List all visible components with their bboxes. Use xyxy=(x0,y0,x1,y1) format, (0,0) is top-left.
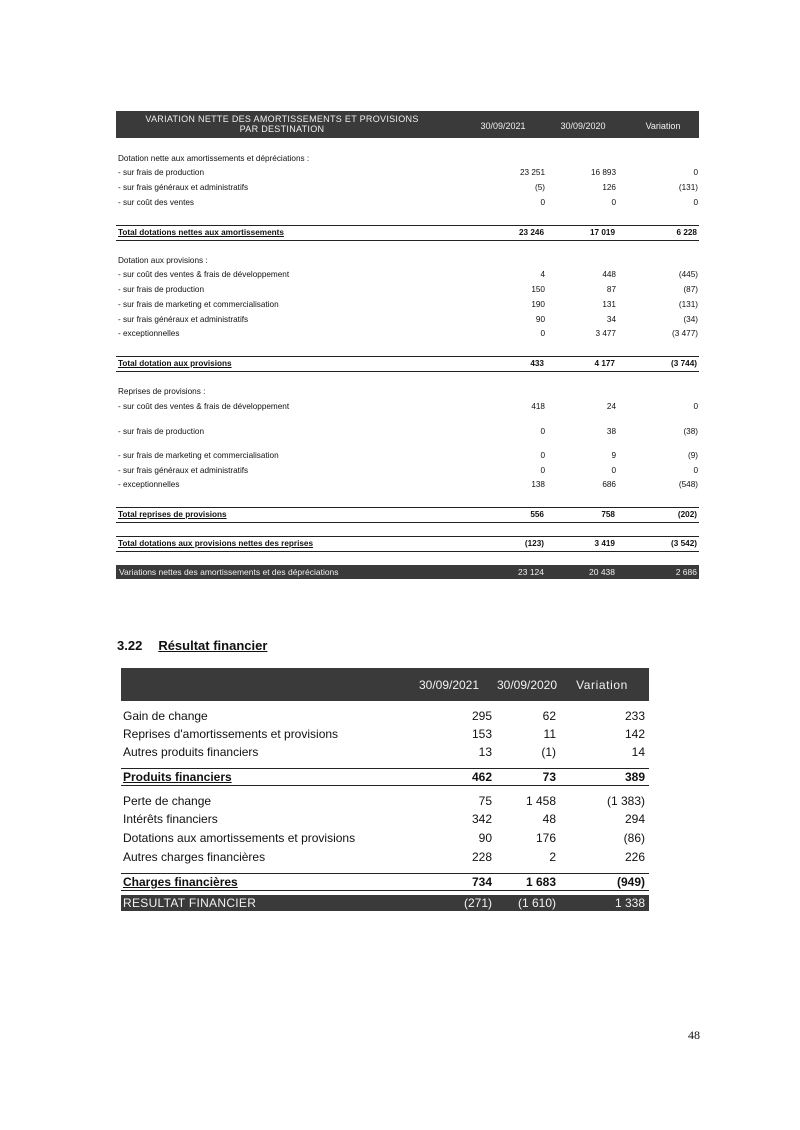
row-value-2021: 0 xyxy=(540,451,545,460)
row-label: - sur coût des ventes & frais de développement xyxy=(118,270,290,279)
row-value-variation: (38) xyxy=(683,427,698,436)
total-value-2020: 4 177 xyxy=(594,359,615,368)
row-value-2021: 90 xyxy=(535,315,545,324)
total-value-2021: (123) xyxy=(524,539,544,548)
row-value-2020: 126 xyxy=(602,183,616,192)
table-row xyxy=(118,168,698,181)
total-label: Total dotations aux provisions nettes des reprises xyxy=(118,539,314,548)
total-value-2020: 73 xyxy=(542,770,556,784)
total-label: Charges financières xyxy=(123,875,238,889)
row-label: - sur frais généraux et administratifs xyxy=(118,466,249,475)
table2-header xyxy=(121,668,649,701)
section-heading xyxy=(117,638,267,653)
row-value-2021: 153 xyxy=(471,727,492,741)
row-value-2021: 418 xyxy=(531,402,545,411)
total-value-variation: (3 744) xyxy=(671,359,697,368)
table1-col-variation: Variation xyxy=(645,121,681,131)
row-value-2020: 48 xyxy=(542,812,556,826)
row-value-2020: (1) xyxy=(541,745,556,759)
table-row xyxy=(123,831,647,849)
row-label: - sur frais de production xyxy=(118,285,205,294)
total-row xyxy=(116,356,699,372)
table-row xyxy=(118,270,698,283)
row-label: - sur coût des ventes & frais de développement xyxy=(118,402,290,411)
row-value-variation: (34) xyxy=(683,315,698,324)
row-value-variation: 0 xyxy=(693,198,698,207)
row-label: Dotation aux provisions : xyxy=(118,256,208,265)
total-label: Produits financiers xyxy=(123,770,232,784)
row-label: - exceptionnelles xyxy=(118,329,180,338)
total-value-2020: 1 683 xyxy=(525,875,556,889)
row-value-variation: 142 xyxy=(624,727,645,741)
row-value-variation: (9) xyxy=(687,451,698,460)
row-value-2020: 1 458 xyxy=(525,794,556,808)
row-label: Gain de change xyxy=(123,709,208,723)
table1-col-2021: 30/09/2021 xyxy=(480,121,526,131)
row-value-variation: (548) xyxy=(678,480,698,489)
row-value-2020: 24 xyxy=(606,402,616,411)
table1-final-row xyxy=(116,565,699,579)
row-value-2021: 190 xyxy=(531,300,545,309)
table-row xyxy=(123,812,647,830)
row-value-variation: (131) xyxy=(678,300,698,309)
table-row xyxy=(123,850,647,868)
table-row xyxy=(118,315,698,328)
total-value-2021: 734 xyxy=(471,875,492,889)
row-label: Reprises d'amortissements et provisions xyxy=(123,727,339,741)
total-row xyxy=(121,768,649,786)
row-value-2020: 686 xyxy=(602,480,616,489)
row-value-variation: 233 xyxy=(624,709,645,723)
table-row xyxy=(123,745,647,763)
total-row xyxy=(121,873,649,891)
table-row xyxy=(118,285,698,298)
table1-title-line2: PAR DESTINATION xyxy=(239,124,325,134)
row-value-2020: 0 xyxy=(611,466,616,475)
total-row xyxy=(116,225,699,241)
row-value-2021: 138 xyxy=(531,480,545,489)
row-value-variation: (1 383) xyxy=(606,794,645,808)
table-row xyxy=(118,329,698,342)
row-label: Intérêts financiers xyxy=(123,812,218,826)
row-label: Autres charges financières xyxy=(123,850,266,864)
row-value-2020: 2 xyxy=(549,850,556,864)
row-value-variation: (3 477) xyxy=(672,329,698,338)
total-value-2021: 433 xyxy=(530,359,544,368)
row-value-variation: 226 xyxy=(624,850,645,864)
final-value-2020: 20 438 xyxy=(589,567,615,577)
row-value-variation: 0 xyxy=(693,402,698,411)
total-value-2020: 17 019 xyxy=(589,228,615,237)
row-label: - exceptionnelles xyxy=(118,480,180,489)
section-number: 3.22 xyxy=(117,638,143,653)
total-value-variation: (202) xyxy=(677,510,697,519)
total-value-2021: 556 xyxy=(530,510,544,519)
row-label: - sur coût des ventes xyxy=(118,198,194,207)
total-label: Total dotations nettes aux amortissements xyxy=(118,228,284,237)
row-label: Autres produits financiers xyxy=(123,745,259,759)
row-value-2021: 0 xyxy=(540,198,545,207)
row-value-variation: (131) xyxy=(678,183,698,192)
total-row xyxy=(116,507,699,523)
final-label: RESULTAT FINANCIER xyxy=(123,896,257,910)
total-value-variation: (3 542) xyxy=(671,539,697,548)
row-value-2021: 0 xyxy=(540,466,545,475)
total-value-variation: 389 xyxy=(624,770,645,784)
row-value-2021: (5) xyxy=(534,183,545,192)
total-value-variation: (949) xyxy=(616,875,645,889)
row-value-2021: 295 xyxy=(471,709,492,723)
total-value-2021: 462 xyxy=(471,770,492,784)
final-value-2021: (271) xyxy=(463,896,492,910)
table-row xyxy=(118,154,698,167)
total-label: Total dotation aux provisions xyxy=(118,359,232,368)
row-value-variation: 0 xyxy=(693,466,698,475)
total-label: Total reprises de provisions xyxy=(118,510,227,519)
total-value-2020: 3 419 xyxy=(594,539,615,548)
row-value-2021: 75 xyxy=(478,794,492,808)
row-value-2021: 150 xyxy=(531,285,545,294)
row-label: - sur frais de marketing et commercialisation xyxy=(118,451,279,460)
table-row xyxy=(118,427,698,440)
row-value-2021: 4 xyxy=(540,270,545,279)
table-row xyxy=(118,300,698,313)
row-value-2020: 131 xyxy=(602,300,616,309)
row-value-2020: 448 xyxy=(602,270,616,279)
row-value-2020: 3 477 xyxy=(595,329,616,338)
row-label: Dotation nette aux amortissements et dépréciations : xyxy=(118,154,310,163)
row-value-variation: (445) xyxy=(678,270,698,279)
table-row xyxy=(123,727,647,745)
table-row xyxy=(118,451,698,464)
section-title: Résultat financier xyxy=(158,638,268,653)
row-label: - sur frais de marketing et commercialisation xyxy=(118,300,279,309)
table1-header xyxy=(116,111,699,138)
row-value-variation: (87) xyxy=(683,285,698,294)
table-row xyxy=(118,466,698,479)
final-value-variation: 1 338 xyxy=(614,896,645,910)
table1-title xyxy=(116,114,448,134)
total-value-2021: 23 246 xyxy=(518,228,544,237)
row-value-2020: 176 xyxy=(535,831,556,845)
table2-col-2020: 30/09/2020 xyxy=(496,678,558,692)
row-label: Dotations aux amortissements et provisions xyxy=(123,831,356,845)
total-value-variation: 6 228 xyxy=(676,228,697,237)
row-value-2020: 38 xyxy=(606,427,616,436)
row-value-2021: 13 xyxy=(478,745,492,759)
row-value-variation: 294 xyxy=(624,812,645,826)
row-value-2020: 34 xyxy=(606,315,616,324)
row-label: Perte de change xyxy=(123,794,212,808)
row-label: - sur frais de production xyxy=(118,427,205,436)
row-value-2020: 87 xyxy=(606,285,616,294)
table-row xyxy=(118,256,698,269)
table-row xyxy=(118,387,698,400)
row-value-2020: 11 xyxy=(543,727,556,741)
row-value-2020: 16 893 xyxy=(590,168,616,177)
row-value-2020: 9 xyxy=(611,451,616,460)
row-value-variation: (86) xyxy=(623,831,645,845)
table-row xyxy=(123,794,647,812)
table2-col-variation: Variation xyxy=(576,678,628,692)
table1-col-2020: 30/09/2020 xyxy=(560,121,606,131)
row-label: Reprises de provisions : xyxy=(118,387,206,396)
table-row xyxy=(123,709,647,727)
row-label: - sur frais généraux et administratifs xyxy=(118,183,249,192)
total-row xyxy=(116,536,699,552)
final-value-2021: 23 124 xyxy=(518,567,544,577)
table1-title-line1: VARIATION NETTE DES AMORTISSEMENTS ET PROVISIONS xyxy=(145,114,419,124)
row-value-variation: 14 xyxy=(631,745,645,759)
total-value-2020: 758 xyxy=(601,510,615,519)
table-row xyxy=(118,402,698,415)
row-value-2021: 23 251 xyxy=(519,168,545,177)
final-label: Variations nettes des amortissements et des dépréciations xyxy=(119,567,339,577)
row-value-2021: 228 xyxy=(471,850,492,864)
row-value-2021: 0 xyxy=(540,427,545,436)
page-number: 48 xyxy=(688,1028,700,1042)
table-row xyxy=(118,480,698,493)
final-value-2020: (1 610) xyxy=(517,896,556,910)
table2-col-2021: 30/09/2021 xyxy=(418,678,480,692)
table2-final-row xyxy=(121,895,649,911)
final-value-variation: 2 686 xyxy=(675,567,697,577)
row-value-variation: 0 xyxy=(693,168,698,177)
table-row xyxy=(118,183,698,196)
row-value-2021: 342 xyxy=(471,812,492,826)
row-value-2020: 62 xyxy=(542,709,556,723)
row-value-2020: 0 xyxy=(611,198,616,207)
row-label: - sur frais généraux et administratifs xyxy=(118,315,249,324)
row-label: - sur frais de production xyxy=(118,168,205,177)
table-row xyxy=(118,198,698,211)
row-value-2021: 0 xyxy=(540,329,545,338)
row-value-2021: 90 xyxy=(478,831,492,845)
